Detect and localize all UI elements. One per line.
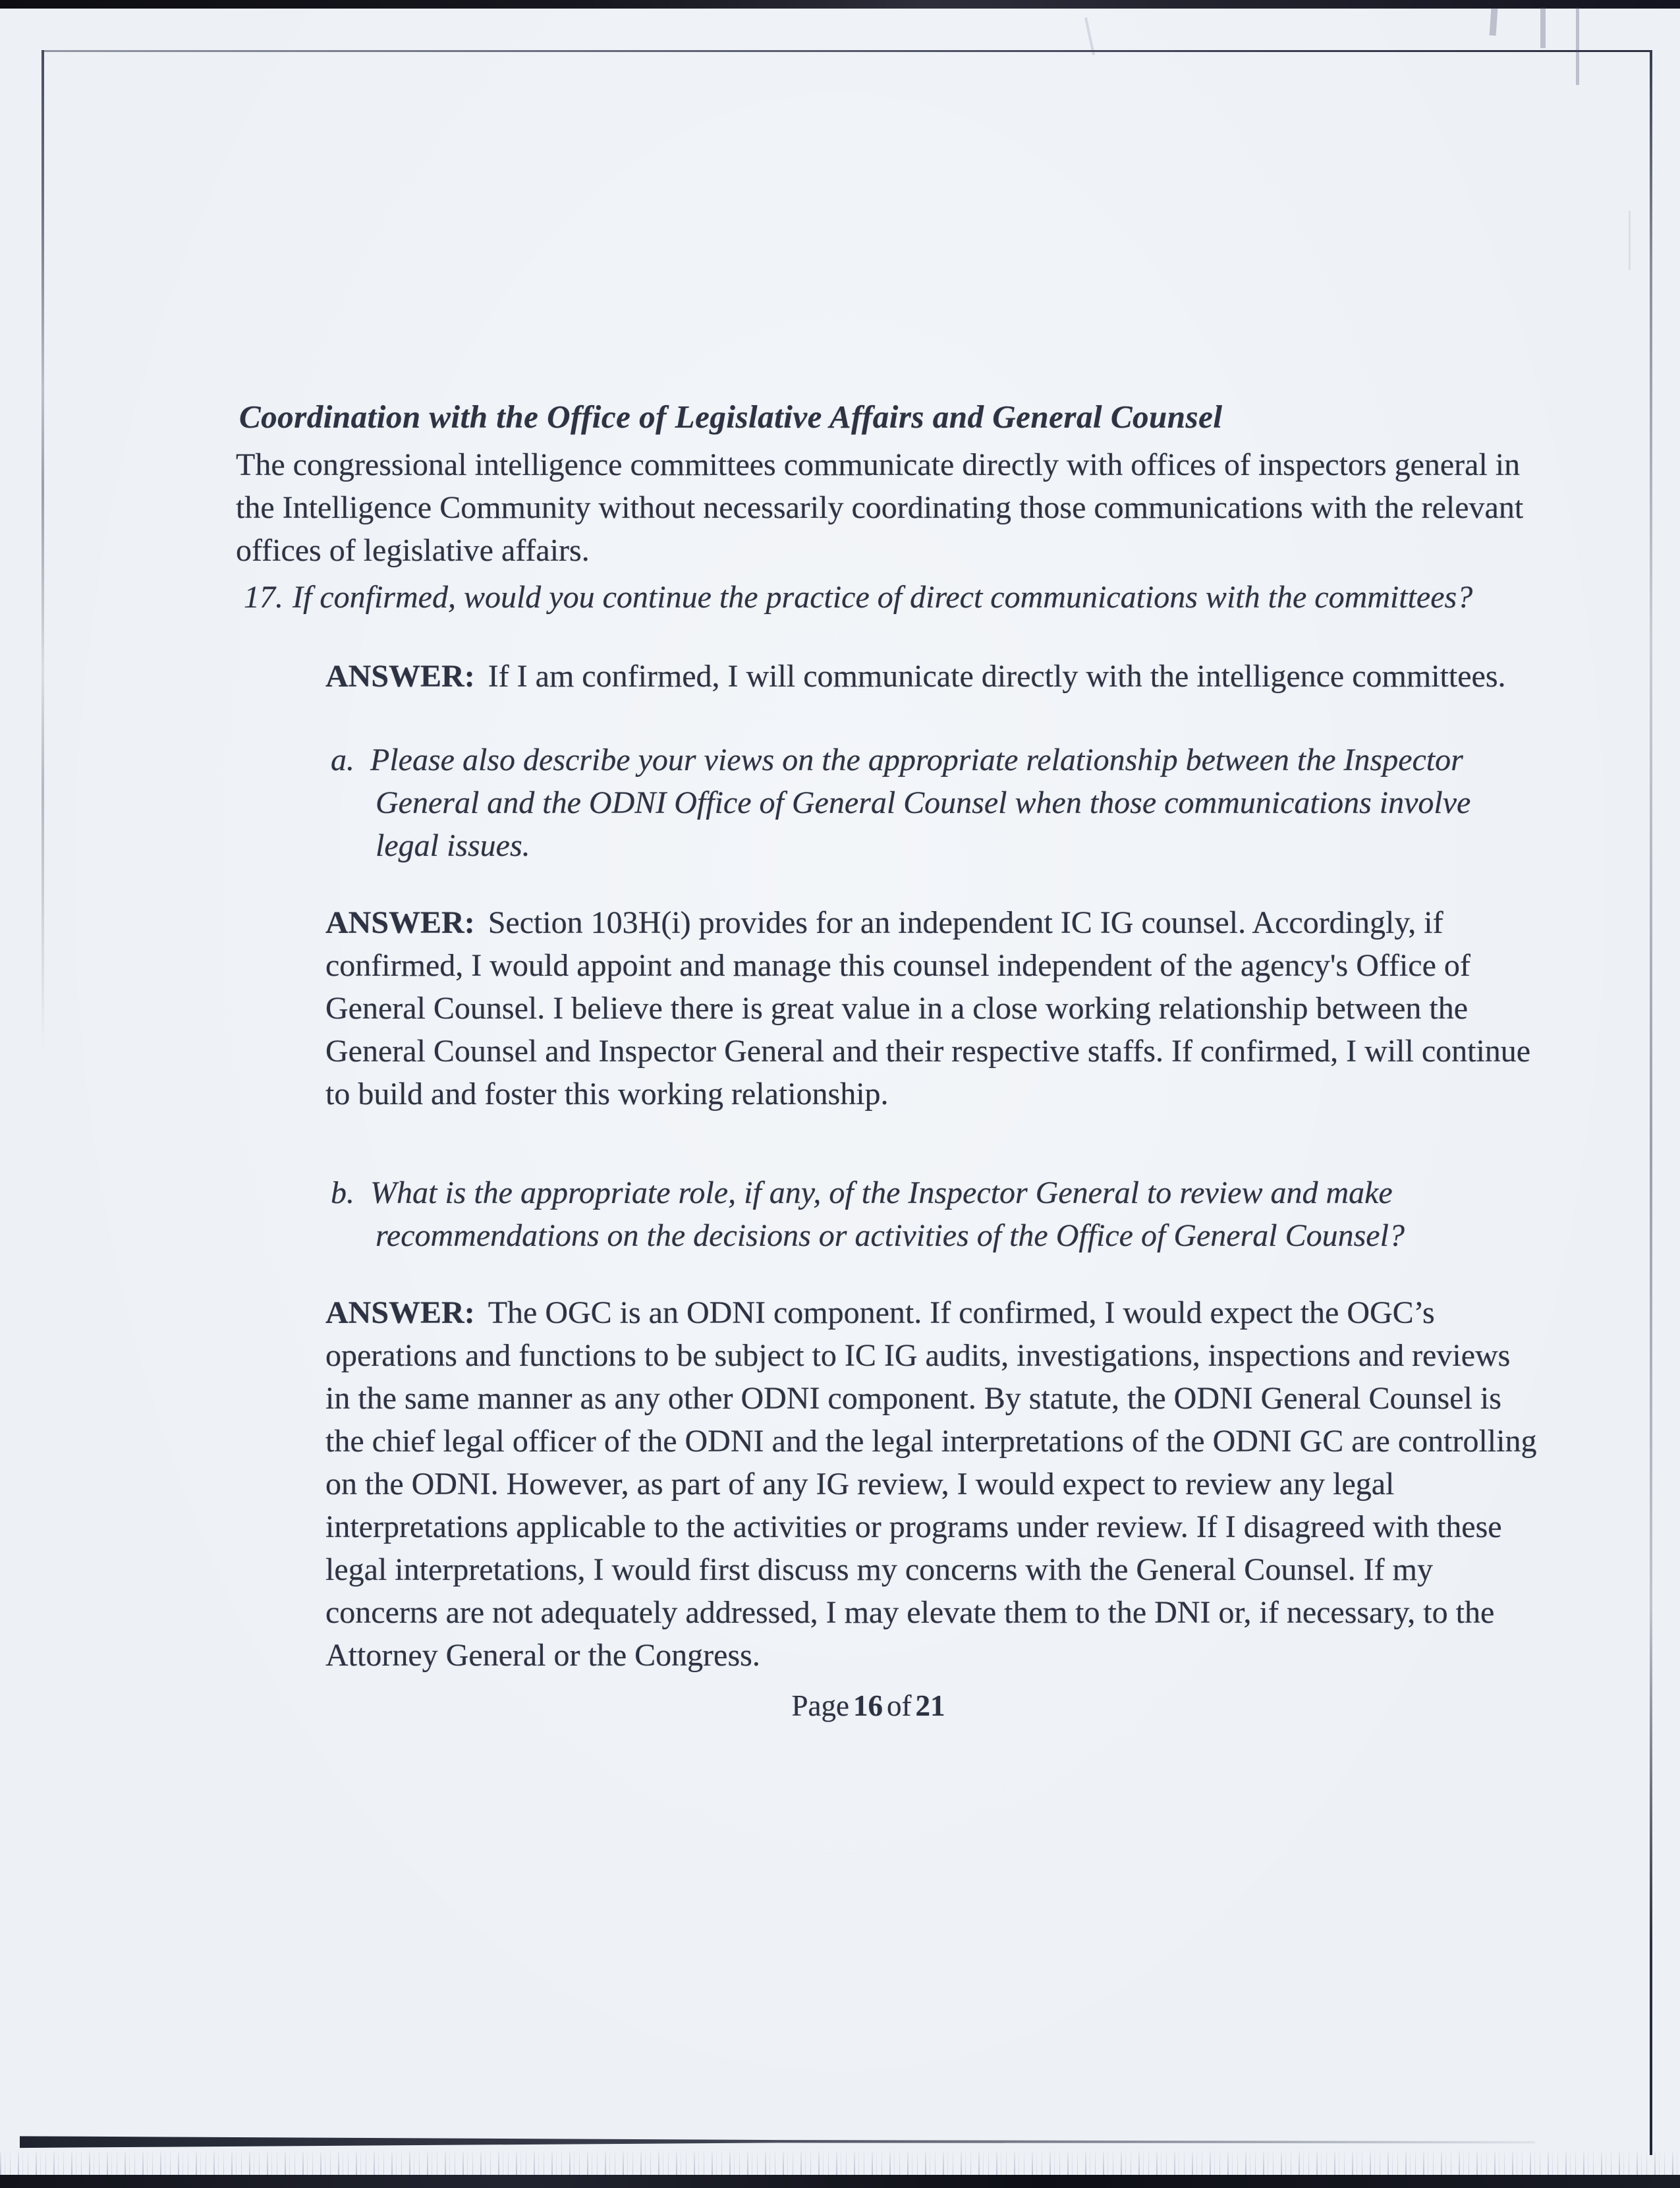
answer-3 [325, 1291, 1541, 1677]
question-number: 17. [244, 580, 283, 615]
page-footer [0, 1685, 1680, 1727]
answer-1 [325, 655, 1541, 698]
sub-question-b-text: What is the appropriate role, if any, of the Inspector General to review and make recommendations on the decisions or activities of the Office of General Counsel? [370, 1175, 1405, 1253]
answer-2-text: Section 103H(i) provides for an independent IC IG counsel. Accordingly, if confirmed, I would appoint and manage this counsel independent of the agency's Office of General Counsel. I believe there is great value in a close working relationship between the General Counsel and Inspector General and their respective staffs. If confirmed, I will continue to build and foster this working relationship. [325, 905, 1531, 1111]
footer-of-word: of [886, 1689, 912, 1722]
sub-question-b [0, 1171, 1555, 1257]
section-heading: Coordination with the Office of Legislative Affairs and General Counsel [239, 399, 1223, 435]
scan-frame-bottom-line [20, 2133, 1535, 2149]
footer-total-pages: 21 [915, 1689, 945, 1722]
answer-2 [325, 901, 1541, 1115]
answer-1-label: ANSWER: [325, 659, 475, 694]
sub-question-a [0, 739, 1509, 867]
question-17 [0, 576, 1473, 619]
question-text: If confirmed, would you continue the practice of direct communications with the committees? [293, 580, 1473, 615]
answer-3-text: The OGC is an ODNI component. If confirmed, I would expect the OGC’s operations and functions to be subject to IC IG audits, investigations, inspections and reviews in the same manner as any other ODNI component. By statute, the ODNI General Counsel is the chief legal officer of the ODNI and the legal interpretations of the ODNI GC are controlling on the ODNI. However, as part of any IG review, I would expect to review any legal interpretations applicable to the activities or programs under review. If I disagreed with these legal interpretations, I would first discuss my concerns with the General Counsel. If my concerns are not adequately addressed, I may elevate them to the DNI or, if necessary, to the Attorney General or the Congress. [325, 1295, 1537, 1673]
scan-bottom-noise-band [0, 2152, 1680, 2175]
answer-1-text: If I am confirmed, I will communicate directly with the intelligence committees. [488, 659, 1506, 694]
footer-page-number: 16 [853, 1689, 883, 1722]
footer-page-word: Page [791, 1689, 849, 1722]
scan-bottom-edge-strip [0, 2175, 1680, 2188]
sub-question-a-label: a. [331, 743, 354, 777]
sub-question-a-text: Please also describe your views on the appropriate relationship between the Inspector General and the ODNI Office of General Counsel when those communications involve legal issues. [370, 743, 1471, 863]
intro-paragraph: The congressional intelligence committees communicate directly with offices of inspectors general in the Intelligence Community without necessarily coordinating those communications with the relevant offices of legislative affairs. [236, 447, 1524, 568]
answer-3-label: ANSWER: [325, 1295, 475, 1330]
answer-2-label: ANSWER: [325, 905, 475, 940]
sub-question-b-label: b. [331, 1175, 354, 1210]
